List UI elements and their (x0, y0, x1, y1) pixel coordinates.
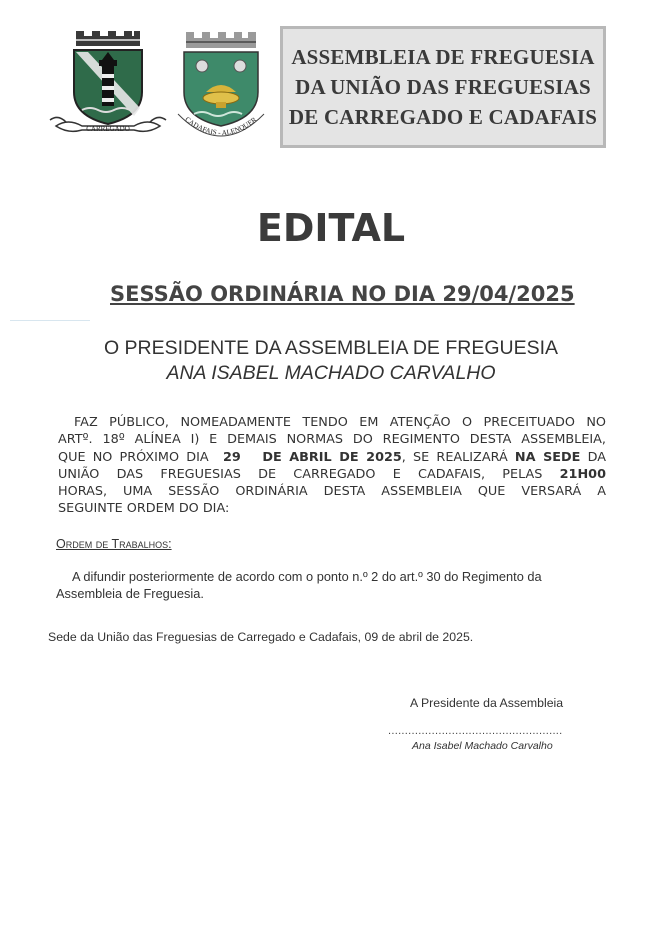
place-and-date: Sede da União das Freguesias de Carregado e Cadafais, 09 de abril de 2025. (48, 630, 474, 644)
signatory-name: Ana Isabel Machado Carvalho (412, 740, 553, 752)
paragraph-line: HORAS, UMA SESSÃO ORDINÁRIA DESTA ASSEMBLEIA QUE VERSARÁ A (58, 484, 606, 500)
president-block (0, 336, 662, 386)
session-heading: SESSÃO ORDINÁRIA NO DIA 29/04/2025 (110, 282, 575, 306)
assembly-header-box (280, 26, 606, 148)
paragraph-line: QUE NO PRÓXIMO DIA 29 DE ABRIL DE 2025, SE REALIZARÁ NA SEDE DA (58, 449, 606, 465)
header-line-2: DA UNIÃO DAS FREGUESIAS (295, 75, 591, 99)
signature-line: .................................................... (388, 725, 563, 737)
cadafais-label: CADAFAIS - ALENQUER (183, 115, 259, 138)
paragraph-line: UNIÃO DAS FREGUESIAS DE CARREGADO E CADAFAIS, PELAS 21H00 (58, 466, 606, 482)
paragraph-line: ARTº. 18º ALÍNEA I) E DEMAIS NORMAS DO REGIMENTO DESTA ASSEMBLEIA, (58, 432, 606, 448)
agenda-heading: Ordem de Trabalhos: (56, 537, 172, 551)
signature-title: A Presidente da Assembleia (410, 696, 564, 710)
paragraph-line: SEGUINTE ORDEM DO DIA: (58, 501, 230, 517)
header-line-1: ASSEMBLEIA DE FREGUESIA (291, 45, 595, 69)
carregado-coat-of-arms-icon (48, 30, 168, 138)
cadafais-coat-of-arms-icon (172, 30, 270, 138)
session-time: 21H00 (559, 466, 606, 482)
divider (10, 320, 90, 321)
agenda-line: Assembleia de Freguesia. (56, 586, 204, 601)
agenda-text (56, 568, 576, 602)
session-date: DE ABRIL DE 2025 (262, 449, 402, 465)
carregado-label: CARREGADO (86, 125, 130, 133)
president-title: O PRESIDENTE DA ASSEMBLEIA DE FREGUESIA (103, 337, 559, 359)
announcement-paragraph (58, 414, 606, 518)
president-name: ANA ISABEL MACHADO CARVALHO (166, 362, 496, 384)
agenda-line: A difundir posteriormente de acordo com o ponto n.º 2 do art.º 30 do Regimento da (72, 569, 542, 584)
header-line-3: DE CARREGADO E CADAFAIS (288, 105, 598, 129)
session-day: 29 (222, 449, 241, 465)
venue: NA SEDE (514, 449, 581, 465)
paragraph-line: FAZ PÚBLICO, NOMEADAMENTE TENDO EM ATENÇÃO O PRECEITUADO NO (74, 415, 606, 430)
document-title: EDITAL (256, 206, 406, 250)
